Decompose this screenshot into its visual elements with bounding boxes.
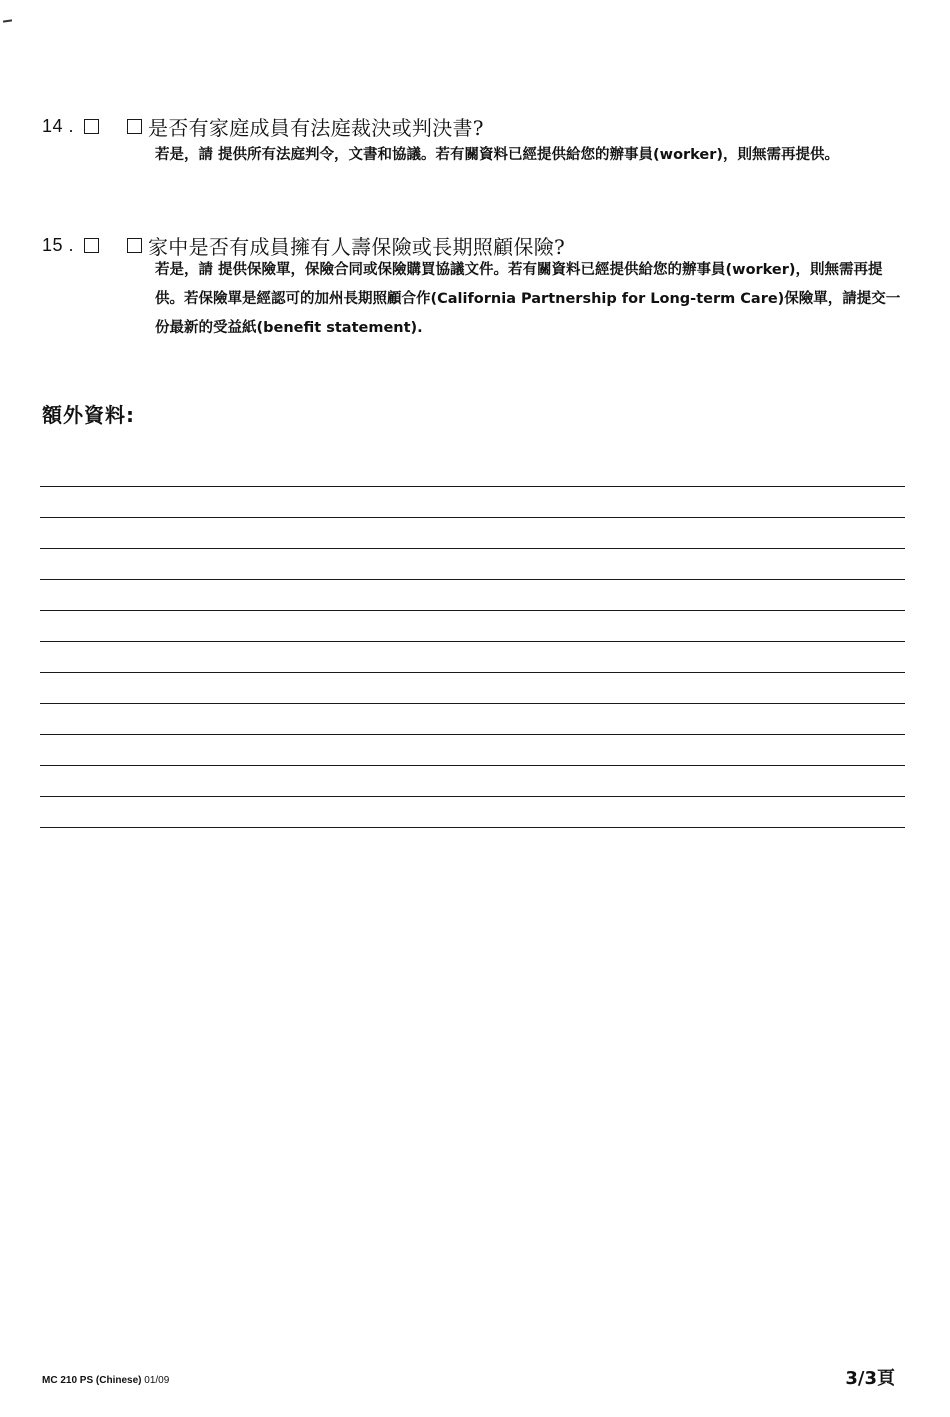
note-line[interactable] xyxy=(40,642,905,673)
question-text: 是否有家庭成員有法庭裁決或判決書? xyxy=(148,116,484,140)
question-14-no-checkbox[interactable] xyxy=(127,119,142,134)
question-number: 15 . xyxy=(42,235,75,255)
note-line[interactable] xyxy=(40,549,905,580)
form-code-label: MC 210 PS (Chinese) xyxy=(42,1375,142,1386)
note-line[interactable] xyxy=(40,735,905,766)
question-15-yes-checkbox[interactable] xyxy=(84,238,99,253)
note-line[interactable] xyxy=(40,580,905,611)
question-14 xyxy=(42,112,484,141)
question-14-yes-checkbox[interactable] xyxy=(84,119,99,134)
note-line[interactable] xyxy=(40,487,905,518)
form-code xyxy=(42,1375,169,1386)
note-line[interactable] xyxy=(40,704,905,735)
question-14-description: 若是，請 提供所有法庭判令，文書和協議。若有關資料已經提供給您的辦事員(worker)，則無需再提供。 xyxy=(155,147,840,163)
page-number: 3/3頁 xyxy=(845,1368,895,1389)
note-line[interactable] xyxy=(40,673,905,704)
note-line[interactable] xyxy=(40,518,905,549)
scan-mark xyxy=(3,19,12,22)
question-15-no-checkbox[interactable] xyxy=(127,238,142,253)
form-date: 01/09 xyxy=(144,1375,170,1386)
note-line[interactable] xyxy=(40,611,905,642)
additional-info-lines[interactable] xyxy=(40,484,905,828)
question-text: 家中是否有成員擁有人壽保險或長期照顧保險? xyxy=(148,235,566,259)
note-line[interactable] xyxy=(40,797,905,828)
question-number: 14 . xyxy=(42,116,75,136)
additional-info-title: 額外資料: xyxy=(42,403,135,427)
question-15-description: 若是，請 提供保險單，保險合同或保險購買協議文件。若有關資料已經提供給您的辦事員(worker)，則無需再提供。若保險單是經認可的加州長期照顧合作(California Partnership for Long-term Care)保險單，請提交一份最新的受益紙(benefit statement). xyxy=(155,262,901,336)
note-line[interactable] xyxy=(40,766,905,797)
